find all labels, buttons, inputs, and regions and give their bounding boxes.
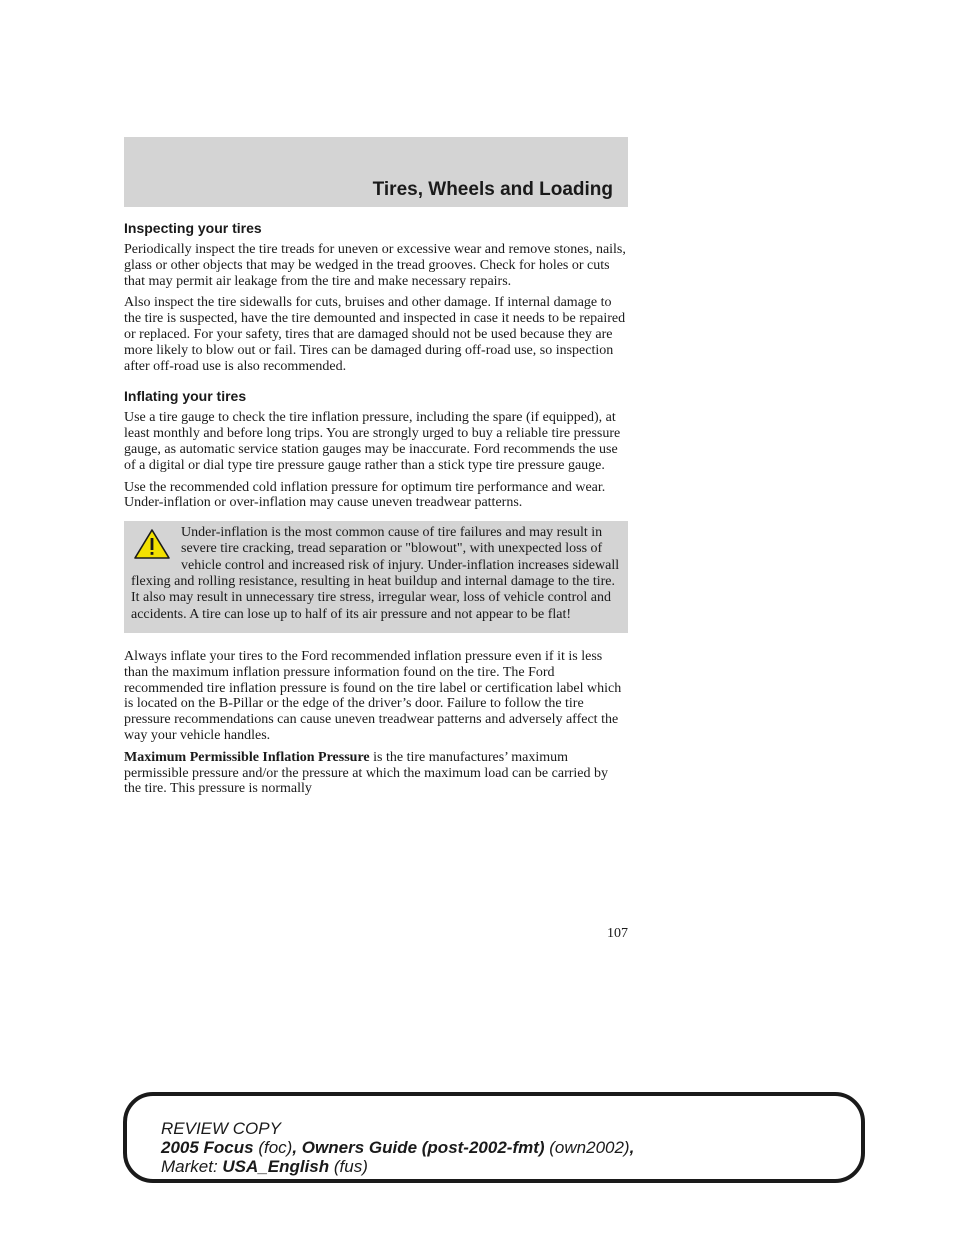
- paragraph: Also inspect the tire sidewalls for cuts, bruises and other damage. If internal damage to the tire is suspected, have the tire demounted and inspected in case it needs to be repaired or replaced. For your safety, tires that are damaged should not be used because they are more likely to blow out or fail. Tires can be damaged during off-road use, so inspection after off-road use is also recommended.: [124, 295, 626, 374]
- warning-triangle-icon: [131, 527, 173, 561]
- footer-guide-code: (own2002): [544, 1138, 630, 1157]
- heading-inspecting: Inspecting your tires: [124, 220, 262, 236]
- paragraph: Periodically inspect the tire treads for uneven or excessive wear and remove stones, nails, glass or other objects that may be wedged in the tread grooves. Check for holes or cuts that may permit air leakage from the tire and make necessary repairs.: [124, 242, 626, 289]
- footer-doc-line: [161, 1138, 634, 1157]
- footer-market-code: (fus): [329, 1157, 368, 1176]
- footer-guide: , Owners Guide (post-2002-fmt): [292, 1138, 545, 1157]
- footer-market: USA_English: [222, 1157, 330, 1176]
- page-number: 107: [607, 926, 628, 941]
- heading-inflating: Inflating your tires: [124, 388, 247, 405]
- warning-text: Under-inflation is the most common cause of tire failures and may result in severe tire cracking, tread separation or "blowout", with unexpected loss of vehicle control and increased risk of injury. Under-inflation increases sidewall flexing and rolling resistance, resulting in heat buildup and internal damage to the tire. It also may result in unnecessary tire stress, irregular wear, loss of vehicle control and accidents. A tire can lose up to half of its air pressure and not appear to be flat!: [131, 525, 620, 622]
- review-copy-footer: [123, 1092, 865, 1183]
- warning-box: [124, 521, 628, 633]
- footer-model: 2005 Focus: [161, 1138, 254, 1157]
- footer-model-code: (foc): [253, 1138, 293, 1157]
- paragraph: Always inflate your tires to the Ford recommended inflation pressure even if it is less than the maximum inflation pressure information found on the tire. The Ford recommended tire inflation pressure is found on the tire label or certification label which is located on the B-Pillar or the edge of the driver’s door. Failure to follow the tire pressure recommendations can cause uneven treadwear patterns and adversely affect the way your vehicle handles.: [124, 648, 622, 743]
- section-title: Tires, Wheels and Loading: [372, 179, 613, 200]
- footer-market-line: [161, 1157, 634, 1176]
- section-header-band: [124, 137, 628, 207]
- term-definition: is the tire manufactures’ maximum permissible pressure and/or the pressure at which the maximum load can be carried by the tire. This pressure is normally: [124, 749, 609, 797]
- footer-market-label: Market:: [161, 1157, 223, 1176]
- footer-comma: ,: [629, 1138, 635, 1157]
- term-max-pressure: Maximum Permissible Inflation Pressure: [124, 749, 370, 765]
- paragraph: Use a tire gauge to check the tire inflation pressure, including the spare (if equipped), at least monthly and before long trips. You are strongly urged to buy a reliable tire pressure gauge, as automatic service station gauges may be inaccurate. Ford recommends the use of a digital or dial type tire pressure gauge rather than a stick type tire pressure gauge.: [124, 410, 621, 473]
- paragraph: Use the recommended cold inflation pressure for optimum tire performance and wear. Under-inflation or over-inflation may cause uneven treadwear patterns.: [124, 479, 606, 511]
- footer-review-copy: REVIEW COPY: [161, 1119, 281, 1138]
- page-content: [124, 220, 628, 803]
- paragraph-max-pressure: [124, 750, 628, 797]
